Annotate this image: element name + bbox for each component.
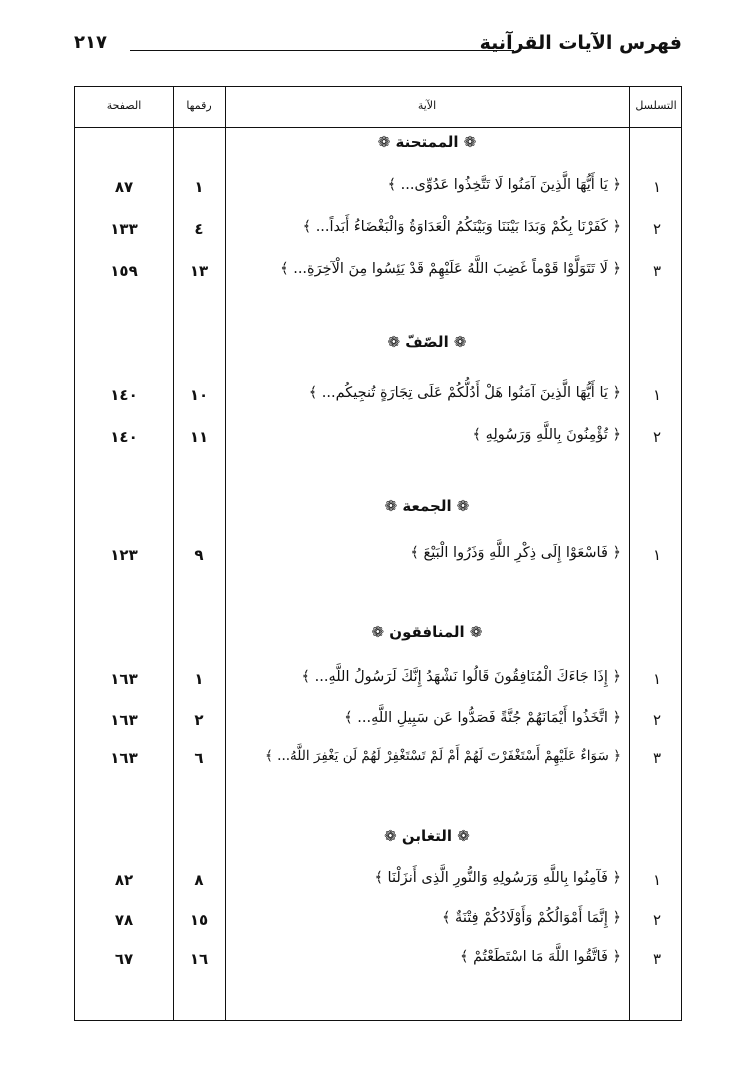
row-serial: ٣: [652, 749, 662, 767]
surah-title: ❁ المنافقون ❁: [371, 623, 483, 641]
row-ayah: ﴿ سَوَاءٌ عَلَيْهِمْ أَسْتَغْفَرْتَ لَهُمْ أَمْ لَمْ تَسْتَغْفِرْ لَهُمْ لَن يَغْفِرَ اللَّهُ... ﴾: [264, 748, 621, 764]
row-number: ١٠: [189, 386, 209, 404]
row-number: ١٦: [189, 950, 209, 968]
row-page: ١٢٣: [110, 546, 138, 564]
row-page: ١٤٠: [110, 428, 138, 446]
row-ayah: ﴿ يَا أَيُّهَا الَّذِينَ آمَنُوا هَلْ أَدُلُّكُمْ عَلَى تِجَارَةٍ تُنجِيكُم... ﴾: [308, 385, 621, 401]
row-serial: ٣: [652, 950, 662, 968]
surah-title: ❁ الصّفّ ❁: [387, 333, 467, 351]
row-ayah: ﴿ فَاتَّقُوا اللَّهَ مَا اسْتَطَعْتُمْ ﴾: [460, 949, 621, 965]
row-page: ١٥٩: [110, 262, 138, 280]
row-number: ٨: [194, 871, 204, 889]
row-ayah: ﴿ اتَّخَذُوا أَيْمَانَهُمْ جُنَّةً فَصَدُّوا عَن سَبِيلِ اللَّهِ... ﴾: [344, 710, 621, 726]
header-rule: [130, 50, 514, 51]
column-header-ayah: الآية: [417, 99, 437, 112]
row-ayah: ﴿ لَا تَتَوَلَّوْا قَوْماً غَضِبَ اللَّهُ عَلَيْهِمْ قَدْ يَئِسُوا مِنَ الْآخِرَةِ... ﴾: [280, 261, 621, 277]
column-header-serial: التسلسل: [635, 99, 677, 112]
row-serial: ٢: [652, 220, 662, 238]
row-ayah: ﴿ يَا أَيُّهَا الَّذِينَ آمَنُوا لَا تَتَّخِذُوا عَدُوِّى... ﴾: [387, 177, 621, 193]
row-ayah: ﴿ إِذَا جَاءَكَ الْمُنَافِقُونَ قَالُوا نَشْهَدُ إِنَّكَ لَرَسُولُ اللَّهِ... ﴾: [301, 669, 621, 685]
row-serial: ١: [652, 386, 662, 404]
row-number: ٢: [194, 711, 204, 729]
row-serial: ٣: [652, 262, 662, 280]
column-divider-number: [225, 87, 226, 1020]
row-page: ٧٨: [114, 911, 134, 929]
row-number: ١٣: [189, 262, 209, 280]
row-ayah: ﴿ فَآمِنُوا بِاللَّهِ وَرَسُولِهِ وَالنُّورِ الَّذِى أَنزَلْنَا ﴾: [374, 870, 621, 886]
row-page: ٨٧: [114, 178, 134, 196]
row-serial: ١: [652, 546, 662, 564]
row-number: ٦: [194, 749, 204, 767]
row-serial: ٢: [652, 711, 662, 729]
column-header-number: رقمها: [186, 99, 212, 112]
row-ayah: ﴿ فَاسْعَوْا إِلَى ذِكْرِ اللَّهِ وَذَرُوا الْبَيْعَ ﴾: [410, 545, 621, 561]
column-divider-ayah: [629, 87, 630, 1020]
row-page: ١٦٣: [110, 749, 138, 767]
row-page: ٦٧: [114, 950, 134, 968]
row-ayah: ﴿ تُؤْمِنُونَ بِاللَّهِ وَرَسُولِهِ ﴾: [472, 427, 621, 443]
verses-index-table: [74, 86, 682, 1021]
row-number: ١٥: [189, 911, 209, 929]
index-title: فهرس الآيات القرآنية: [479, 32, 682, 54]
header-divider: [75, 127, 681, 128]
surah-title: ❁ التغابن ❁: [384, 827, 470, 845]
row-page: ١٦٣: [110, 670, 138, 688]
row-page: ٨٢: [114, 871, 134, 889]
row-number: ٩: [194, 546, 204, 564]
row-number: ١: [194, 178, 204, 196]
row-page: ١٣٣: [110, 220, 138, 238]
column-header-page: الصفحة: [106, 99, 142, 112]
row-serial: ١: [652, 670, 662, 688]
row-page: ١٤٠: [110, 386, 138, 404]
row-number: ١١: [189, 428, 209, 446]
page-number: ٢١٧: [74, 32, 107, 53]
surah-title: ❁ الجمعة ❁: [384, 497, 470, 515]
row-serial: ١: [652, 178, 662, 196]
row-serial: ١: [652, 871, 662, 889]
page-header: [74, 30, 682, 66]
row-serial: ٢: [652, 428, 662, 446]
row-ayah: ﴿ كَفَرْنَا بِكُمْ وَبَدَا بَيْنَنَا وَبَيْنَكُمُ الْعَدَاوَةُ وَالْبَغْضَاءُ أَبَداً... ﴾: [302, 219, 621, 235]
row-number: ٤: [194, 220, 204, 238]
row-serial: ٢: [652, 911, 662, 929]
row-number: ١: [194, 670, 204, 688]
row-page: ١٦٣: [110, 711, 138, 729]
row-ayah: ﴿ إِنَّمَا أَمْوَالُكُمْ وَأَوْلَادُكُمْ فِتْنَةٌ ﴾: [441, 910, 621, 926]
surah-title: ❁ الممتحنة ❁: [377, 133, 477, 151]
